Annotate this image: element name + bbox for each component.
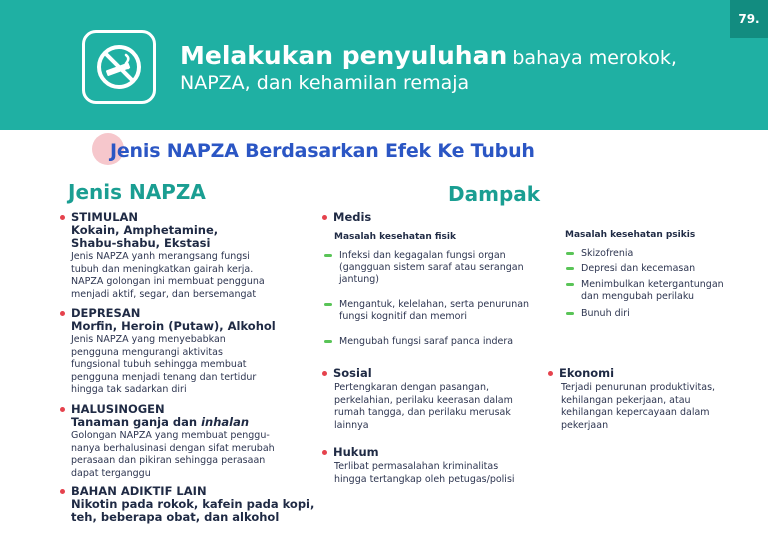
header-banner (0, 0, 768, 130)
psikis-item: Menimbulkan ketergantungan dan mengubah perilaku (566, 279, 756, 303)
fisik-item: Mengubah fungsi saraf panca indera (324, 336, 534, 348)
fisik-item: Infeksi dan kegagalan fungsi organ (gangguan sistem saraf atau serangan jantung) (324, 250, 534, 286)
dampak-hukum (322, 445, 379, 459)
jenis-examples-italic: inhalan (201, 415, 250, 429)
jenis-depresan (60, 306, 310, 397)
jenis-heading: Jenis NAPZA (68, 180, 206, 204)
jenis-desc: Golongan NAPZA yang membuat penggu- nanya berhalusinasi dengan sifat merubah perasaan dan pikiran sehingga perasaan dapat terganggu (71, 430, 275, 479)
dampak-sosial (322, 366, 372, 380)
dampak-medis (322, 210, 371, 224)
dampak-ekonomi (548, 366, 614, 380)
psikis-item: Bunuh diri (566, 308, 756, 320)
jenis-examples: Tanaman ganja dan (71, 415, 202, 429)
fisik-heading: Masalah kesehatan fisik (334, 232, 456, 242)
jenis-halusinogen (60, 402, 310, 480)
section-title: Jenis NAPZA Berdasarkan Efek Ke Tubuh (110, 140, 535, 162)
jenis-examples: Nikotin pada rokok, kafein pada kopi, teh, beberapa obat, dan alkohol (71, 497, 315, 524)
sosial-desc: Pertengkaran dengan pasangan, perkelahian, perilaku keerasan dalam rumah tangga, dan perilaku merusak lainnya (334, 382, 513, 431)
psikis-item: Skizofrenia (566, 248, 756, 260)
title-bold: Melakukan penyuluhan (180, 41, 508, 70)
jenis-examples: Morfin, Heroin (Putaw), Alkohol (71, 319, 276, 333)
psikis-item: Depresi dan kecemasan (566, 263, 756, 275)
dampak-heading: Dampak (448, 182, 541, 206)
jenis-name: BAHAN ADIKTIF LAIN (71, 484, 207, 498)
jenis-name: DEPRESAN (71, 306, 141, 320)
no-smoking-icon (82, 30, 156, 104)
jenis-name: STIMULAN (71, 210, 139, 224)
title-line2: NAPZA, dan kehamilan remaja (180, 71, 470, 94)
jenis-desc: Jenis NAPZA yanh merangsang fungsi tubuh dan meningkatkan gairah kerja. NAPZA golongan ini membuat pengguna menjadi aktif, segar, dan bersemangat (71, 251, 265, 300)
dampak-label: Sosial (333, 366, 372, 380)
jenis-examples: Kokain, Amphetamine, Shabu-shabu, Ekstasi (71, 223, 219, 250)
jenis-name: HALUSINOGEN (71, 402, 165, 416)
fisik-item: Mengantuk, kelelahan, serta penurunan fungsi kognitif dan memori (324, 299, 534, 323)
dampak-label: Medis (333, 210, 372, 224)
jenis-bahan-adiktif (60, 484, 330, 524)
hukum-desc: Terlibat permasalahan kriminalitas hingga tertangkap oleh petugas/polisi (334, 461, 515, 485)
jenis-desc: Jenis NAPZA yang menyebabkan pengguna mengurangi aktivitas fungsional tubuh sehingga membuat pengguna menjadi tenang dan tertidur hingga tak sadarkan diri (71, 334, 257, 395)
title-rest: bahaya merokok, (512, 47, 677, 69)
page-title (180, 42, 677, 95)
psikis-heading: Masalah kesehatan psikis (565, 230, 696, 240)
page-number: 79. (730, 0, 768, 38)
ekonomi-desc: Terjadi penurunan produktivitas, kehilangan pekerjaan, atau kehilangan kepercayaan dalam pekerjaan (561, 382, 716, 431)
dampak-label: Hukum (333, 445, 379, 459)
dampak-label: Ekonomi (559, 366, 615, 380)
jenis-stimulan (60, 210, 310, 301)
